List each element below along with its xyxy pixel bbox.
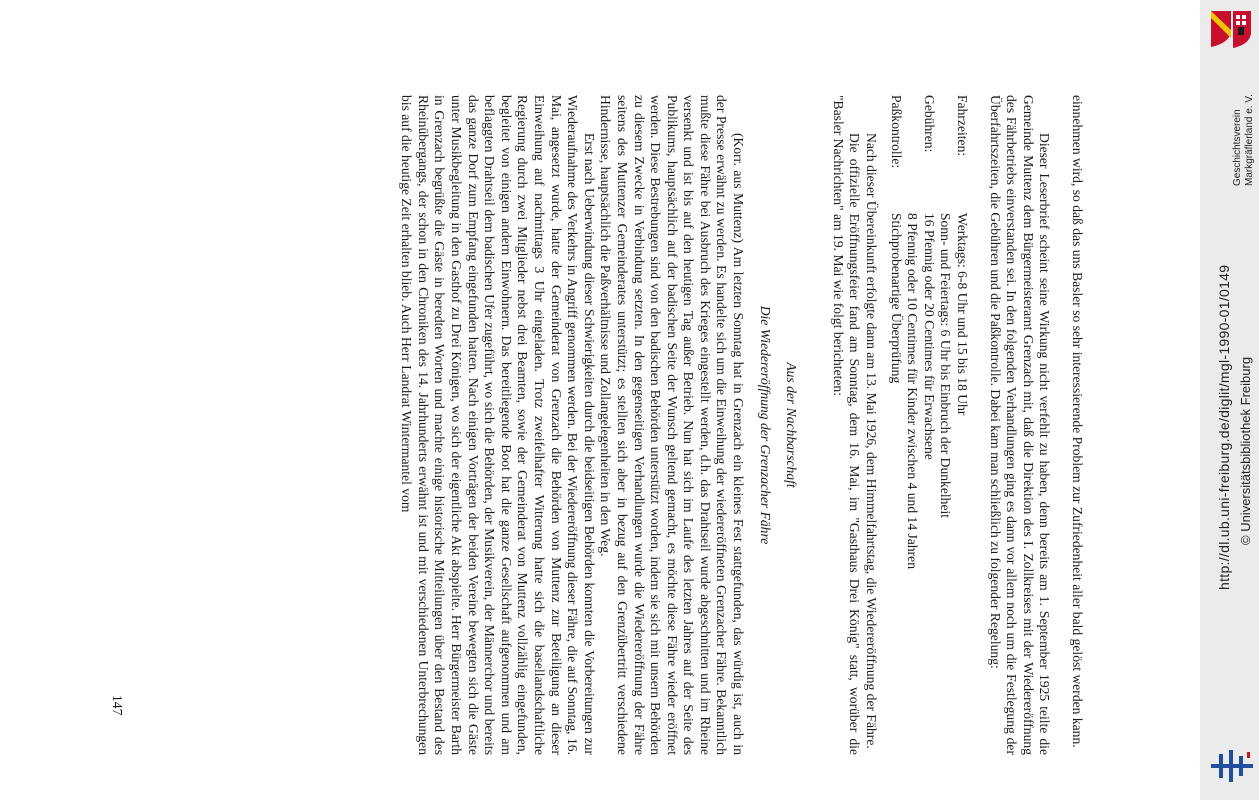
copyright-notice: © Universitätsbibliothek Freiburg bbox=[1238, 356, 1253, 545]
fee-label: Fahrzeiten: bbox=[955, 95, 971, 157]
intro-paragraph: einnehmen wird, so daß das uns Basler so sehr interessierende Problem zur Zufriedenheit aller bald gelöst werden kann. bbox=[1070, 95, 1085, 748]
fee-label: Paßkontrolle: bbox=[888, 95, 904, 169]
paragraph-korrespondenz: (Korr. aus Muttenz) Am letzten Sonntag hat in Grenzach ein kleines Fest stattgefunden, das würdig ist, auch in der Presse erwähnt zu werden. Es handelte sich um die Einweihung der wiedereröffneten Grenzacher Fähre. Bekanntlich mußte diese Fähre bei Ausbruch des Krieges eingestellt werden, d.h. das Drahtseil wurde abgeschnitten und im Rheine versenkt und ist bis auf den heutigen Tag außer Betrieb. Nun hat sich im Laufe des letzten Jahres auf der Seite des Publikums, hauptsächlich auf der badischen Seite der Wunsch geltend gemacht, es möchte diese Fähre wieder eröffnet werden. Diese Bestrebungen sind von den badischen Behörden unterstützt worden, indem sie sich mit unsern Behörden zu diesem Zwecke in Verbindung setzten. In den gegenseitigen Verhandlungen wurde die Wiedereröffnung der Fähre seitens des Muttenzer Gemeinderates unterstützt; es stellten sich aber in bezug auf den Grenzübertritt verschiedene Hindernisse, hauptsächlich die Paßverhältnisse und Zollangelegenheiten in den Weg. bbox=[598, 95, 747, 755]
rotated-text-block bbox=[25, 95, 1085, 755]
fee-line: 8 Pfennig oder 10 Centimes für Kinder zwischen 4 und 14 Jahren bbox=[905, 213, 921, 569]
ub-freiburg-logo-icon bbox=[1211, 748, 1253, 784]
page-number: 147 bbox=[110, 695, 125, 716]
fee-table bbox=[887, 95, 970, 569]
paragraph-uebereinkunft: Nach dieser Übereinkunft erfolgte dann am 13. Mai 1926, dem Himmelfahrtstag, die Wiedereröffnung der Fähre. bbox=[864, 133, 880, 749]
fee-row bbox=[904, 95, 937, 569]
paragraph-eroeffnungsfeier: Die offizielle Eröffnungsfeier fand am Sonntag, dem 16. Mai, im "Gasthaus Drei König" statt, worüber die "Basler Nachrichten" am 19. Mai wie folgt berichteten: bbox=[830, 95, 863, 755]
fee-line: Sonn- und Feiertags: 6 Uhr bis Einbruch der Dunkelheit bbox=[938, 213, 954, 519]
source-url-link[interactable]: http://dl.ub.uni-freiburg.de/diglit/mgl-1990-01/0149 bbox=[1216, 264, 1232, 590]
section-subheading: Die Wiedereröffnung der Grenzacher Fähre bbox=[757, 305, 773, 545]
society-crest-icon bbox=[1207, 8, 1253, 50]
fee-line: Werktags: 6-8 Uhr und 15 bis 18 Uhr bbox=[955, 213, 971, 416]
fee-row bbox=[937, 95, 970, 569]
society-name-line1: Geschichtsverein bbox=[1232, 109, 1243, 186]
paragraph-ueberwindung: Erst nach Ueberwindung dieser Schwierigkeiten durch die beidseitigen Behörden konnten die Vorbereitungen zur Wiederaufnahme des Verkehrs in Angriff genommen werden. Bei der Wiedereröffnung dieser Fähre, die auf Sonntag, 16. Mai, angesetzt wurde, hatte der Gemeinderat von Grenzach die Behörden von Muttenz zur Beteiligung an dieser Einweihung auf nachmittags 3 Uhr eingeladen. Trotz zweifelhafter Witterung hatte sich die basellandschaftliche Regierung durch zwei Mitglieder nebst drei Beamten, sowie der Gemeinderat von Muttenz vollzählig eingefunden, begleitet von einigen andern Einwohnern. Das bereitliegende Boot hat die ganze Gesellschaft aufgenommen und am beflaggten Drahtseil dem badischen Ufer zugeführt, wo sich die Behörden, der Musikverein, der Männerchor und bereits das ganze Dorf zum Empfang eingefunden hatten. Nach einigen Vorträgen der beiden Vereine bewegten sich die Gäste unter Musikbegleitung in den Gasthof zu Drei Königen, wo sich der eigentliche Akt abspielte. Herr Bürgermeister Barth in Grenzach begrüßte die Gäste in beredten Worten und machte einige historische Mitteilungen über den Bestand des Rheinübergangs, der schon in den Chroniken des 14. Jahrhunderts erwähnt ist und mit verschiedenen Unterbrechungen bis auf die heutige Zeit erhalten blieb. Auch Herr Landrat Wintermantel vom bbox=[399, 95, 597, 755]
fee-line: Stichprobenartige Überprüfung bbox=[888, 213, 904, 384]
society-name-line2: Markgräflerland e. V. bbox=[1244, 94, 1255, 186]
section-heading: Aus der Nachbarschaft bbox=[784, 362, 800, 488]
paragraph-leserbrief: Dieser Leserbrief scheint seine Wirkung nicht verfehlt zu haben, denn bereits am 1. September 1925 teilte die Gemeinde Muttenz dem Bürgermeisteramt Grenzach mit, daß die Direktion des I. Zollkreises mit der Wiedereröffnung des Fährbetriebs einverstanden sei. In den folgenden Verhandlungen ging es dann vor allem noch um die Festlegung der Überfahrtszeiten, die Gebühren und die Paßkontrolle. Dabei kam man schließlich zu folgender Regelung: bbox=[987, 95, 1053, 755]
fee-line: 16 Pfennig oder 20 Centimes für Erwachsene bbox=[921, 213, 937, 460]
fee-row bbox=[887, 95, 904, 569]
fee-label: Gebühren: bbox=[921, 95, 937, 153]
